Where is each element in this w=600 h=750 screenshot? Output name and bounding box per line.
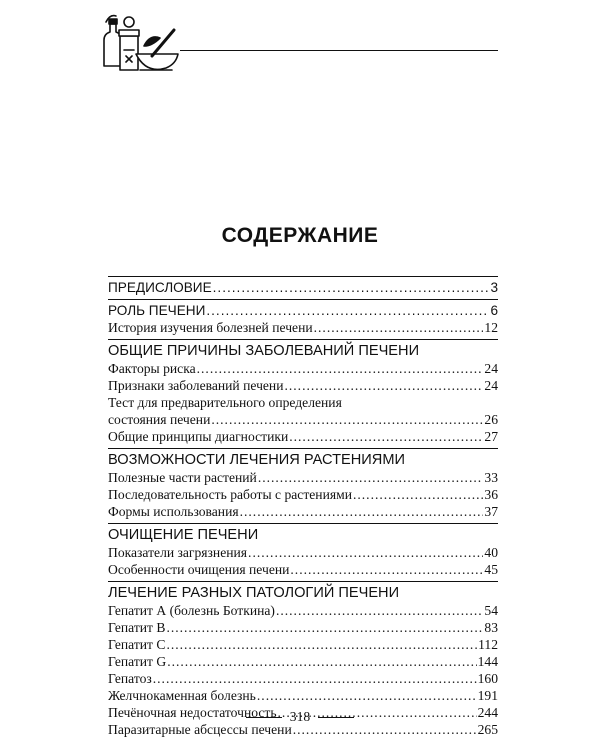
header-rule xyxy=(180,50,498,51)
page-number: 3 xyxy=(490,280,498,295)
page-number: 112 xyxy=(478,637,498,652)
dot-leader xyxy=(197,360,484,377)
dot-leader xyxy=(240,503,484,520)
dot-leader xyxy=(284,377,483,394)
page-number: 36 xyxy=(484,487,498,502)
toc-entry: Признаки заболеваний печени ..... 24 xyxy=(108,377,498,394)
page-number: 6 xyxy=(490,303,498,318)
toc-entry: Факторы риска ..... 24 xyxy=(108,360,498,377)
table-of-contents xyxy=(108,276,498,738)
dot-leader xyxy=(153,670,477,687)
toc-section-heading: ВОЗМОЖНОСТИ ЛЕЧЕНИЯ РАСТЕНИЯМИ xyxy=(108,452,405,468)
dot-leader xyxy=(206,302,489,319)
page-number: 265 xyxy=(477,722,498,737)
dot-leader xyxy=(248,544,483,561)
toc-section-heading: ЛЕЧЕНИЕ РАЗНЫХ ПАТОЛОГИЙ ПЕЧЕНИ xyxy=(108,585,400,601)
toc-section-heading: ОБЩИЕ ПРИЧИНЫ ЗАБОЛЕВАНИЙ ПЕЧЕНИ xyxy=(108,343,420,359)
page-number: 83 xyxy=(484,620,498,635)
section-divider xyxy=(108,448,498,449)
toc-section-heading: ПРЕДИСЛОВИЕ ..... 3 xyxy=(108,279,498,296)
toc-entry: Особенности очищения печени ..... 45 xyxy=(108,561,498,578)
page-number: 33 xyxy=(484,470,498,485)
toc-entry: Гепатит В ..... 83 xyxy=(108,619,498,636)
footer-dash xyxy=(246,717,282,718)
page-number: 24 xyxy=(484,378,498,393)
footer-page-number: 318 xyxy=(289,709,311,724)
page-number: 244 xyxy=(477,705,498,720)
toc-entry-line1: Тест для предварительного определения xyxy=(108,395,342,410)
page-title: СОДЕРЖАНИЕ xyxy=(221,224,379,247)
page-number: 12 xyxy=(484,320,498,335)
page-footer xyxy=(0,709,600,725)
dot-leader xyxy=(258,469,484,486)
page-number: 144 xyxy=(477,654,498,669)
toc-entry: Гепатит А (болезнь Боткина) ..... 54 xyxy=(108,602,498,619)
toc-entry: Формы использования ..... 37 xyxy=(108,503,498,520)
toc-entry: Полезные части растений ..... 33 xyxy=(108,469,498,486)
toc-entry: Гепатоз ..... 160 xyxy=(108,670,498,687)
page-number: 45 xyxy=(484,562,498,577)
dot-leader xyxy=(289,428,483,445)
toc-entry: Последовательность работы с растениями ..... 36 xyxy=(108,486,498,503)
toc-entry: Печёночная недостаточность ..... 244 xyxy=(108,704,498,721)
page-number: 40 xyxy=(484,545,498,560)
dot-leader xyxy=(257,687,477,704)
toc-entry: Показатели загрязнения ..... 40 xyxy=(108,544,498,561)
dot-leader xyxy=(166,636,477,653)
toc-entry: Желчнокаменная болезнь ..... 191 xyxy=(108,687,498,704)
page-number: 160 xyxy=(477,671,498,686)
toc-entry: Гепатит G ..... 144 xyxy=(108,653,498,670)
toc-section-heading: ОЧИЩЕНИЕ ПЕЧЕНИ xyxy=(108,527,259,543)
dot-leader xyxy=(167,653,476,670)
page-number: 26 xyxy=(484,412,498,427)
toc-entry: Паразитарные абсцессы печени ..... 265 xyxy=(108,721,498,738)
toc-entry: Общие принципы диагностики ..... 27 xyxy=(108,428,498,445)
page-number: 191 xyxy=(477,688,498,703)
page-number: 37 xyxy=(484,504,498,519)
page-number: 54 xyxy=(484,603,498,618)
dot-leader xyxy=(290,561,483,578)
dot-leader xyxy=(211,411,483,428)
section-divider xyxy=(108,276,498,277)
toc-section-heading: РОЛЬ ПЕЧЕНИ ..... 6 xyxy=(108,302,498,319)
dot-leader xyxy=(166,619,483,636)
toc-entry: Гепатит С ..... 112 xyxy=(108,636,498,653)
page-number: 27 xyxy=(484,429,498,444)
toc-entry: История изучения болезней печени ..... 12 xyxy=(108,319,498,336)
footer-dash xyxy=(318,717,354,718)
section-divider xyxy=(108,523,498,524)
dot-leader xyxy=(213,279,490,296)
section-divider xyxy=(108,339,498,340)
page-number: 24 xyxy=(484,361,498,376)
toc-entry: состояния печени ..... 26 xyxy=(108,411,498,428)
dot-leader xyxy=(314,319,484,336)
herb-jars-icon xyxy=(100,10,182,76)
dot-leader xyxy=(276,602,483,619)
section-divider xyxy=(108,581,498,582)
dot-leader xyxy=(353,486,483,503)
section-divider xyxy=(108,299,498,300)
